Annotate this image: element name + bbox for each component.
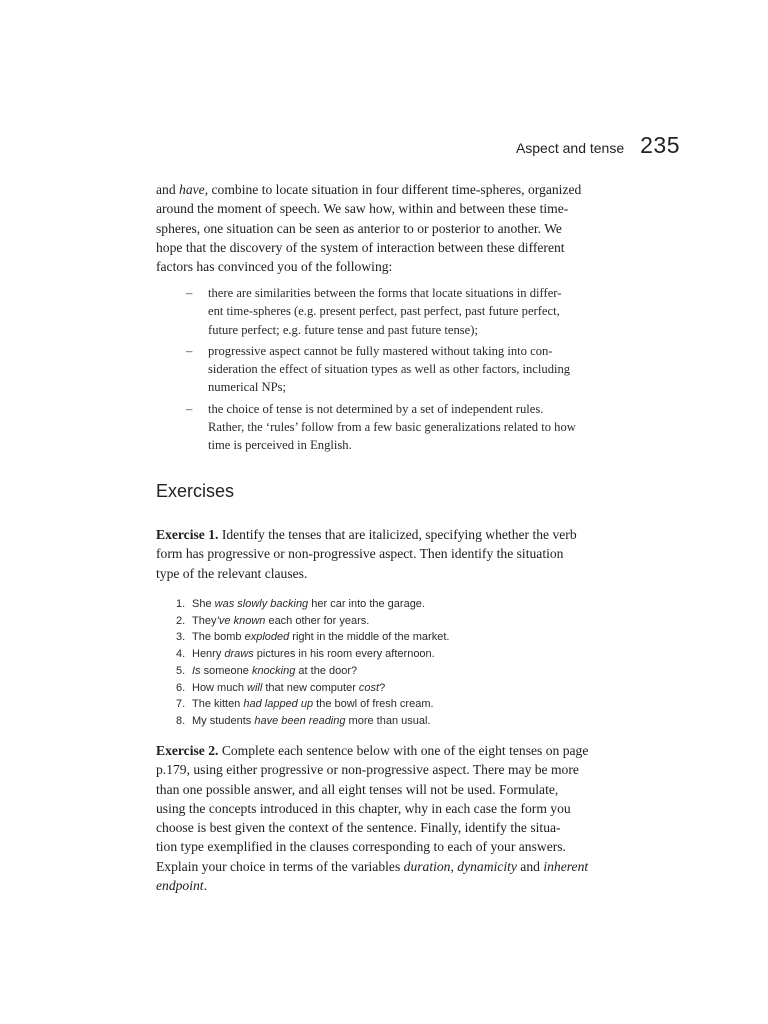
bullet-dash: –	[186, 286, 193, 300]
bullet-line: progressive aspect cannot be fully mastered without taking into con-	[208, 343, 553, 358]
sentence-text: She	[192, 598, 215, 610]
intro-line: spheres, one situation can be seen as anterior to or posterior to another. We	[156, 220, 562, 236]
exercise-line: using the concepts introduced in this chapter, why in each case the form you	[156, 800, 571, 816]
exercise-text: Explain your choice in terms of the variables	[156, 858, 404, 874]
sentence-text: ?	[379, 681, 386, 694]
list-item	[186, 342, 622, 397]
intro-text: and	[156, 182, 180, 197]
bullet-line: Rather, the ‘rules’ follow from a few basic generalizations related to how	[208, 420, 576, 435]
item-number: 6.	[176, 681, 186, 694]
exercise-line: than one possible answer, and all eight tenses will not be used. Formulate,	[156, 781, 559, 797]
italic-verb: will	[247, 681, 263, 694]
bullet-line: sideration the effect of situation types as well as other factors, including	[208, 362, 571, 377]
list-item	[186, 284, 622, 339]
item-number: 1.	[176, 598, 186, 610]
running-title: Aspect and tense	[515, 140, 625, 156]
sentence-text: more than usual.	[345, 714, 431, 727]
italic-verb: draws	[224, 648, 254, 661]
list-item	[176, 680, 616, 697]
list-item	[176, 613, 616, 630]
running-head	[516, 132, 680, 159]
exercise-line	[156, 876, 622, 895]
item-number: 5.	[176, 664, 186, 677]
italic-term: dynamicity	[457, 858, 517, 874]
exercise-text: .	[203, 878, 207, 894]
list-item	[176, 629, 616, 646]
bullet-dash: –	[186, 343, 193, 358]
summary-bullet-list	[186, 284, 622, 458]
exercise-line: p.179, using either progressive or non-progressive aspect. There may be more	[156, 762, 579, 778]
intro-line	[156, 180, 622, 199]
bullet-line: time is perceived in English.	[208, 438, 352, 453]
italic-verb: was slowly backing	[214, 598, 309, 610]
sentence-text: How much	[192, 681, 248, 694]
sentence-text: each other for years.	[265, 614, 370, 627]
exercise-text: ,	[450, 858, 458, 874]
sentence-text: They	[192, 614, 217, 627]
sentence-text: someone	[200, 664, 252, 677]
exercise-label: Exercise 1.	[156, 527, 219, 542]
exercise-line: form has progressive or non-progressive aspect. Then identify the situation	[156, 546, 564, 562]
exercise-line: tion type exemplified in the clauses corresponding to each of your answers.	[156, 839, 566, 855]
exercise-text: and	[516, 858, 544, 874]
list-item	[176, 596, 616, 613]
bullet-line: future perfect; e.g. future tense and past future tense);	[208, 322, 478, 337]
list-item	[176, 713, 616, 730]
sentence-text: that new computer	[262, 681, 359, 694]
item-number: 4.	[176, 648, 186, 661]
intro-paragraph	[156, 180, 622, 276]
exercise-2-instructions	[156, 741, 622, 895]
italic-verb: have been reading	[254, 714, 346, 727]
exercise-text: Identify the tenses that are italicized, specifying whether the verb	[218, 527, 577, 542]
exercise-1-sentence-list	[176, 596, 616, 730]
exercise-line	[156, 857, 622, 876]
bullet-dash: –	[186, 401, 193, 416]
bullet-line: the choice of tense is not determined by a set of independent rules.	[208, 401, 544, 416]
exercise-1-instructions	[156, 525, 622, 583]
page-number: 235	[640, 132, 680, 158]
item-number: 3.	[176, 631, 186, 644]
italic-verb: ’ve known	[216, 614, 266, 627]
bullet-line: there are similarities between the forms that locate situations in differ-	[208, 286, 562, 300]
list-item	[176, 696, 616, 713]
list-item	[176, 646, 616, 663]
italic-verb: had lapped up	[243, 698, 314, 711]
sentence-text: The kitten	[192, 698, 244, 711]
italic-term: inherent	[543, 858, 589, 874]
bullet-line: ent time-spheres (e.g. present perfect, past perfect, past future perfect,	[208, 304, 560, 319]
italic-verb: cost	[358, 681, 380, 694]
exercise-line: type of the relevant clauses.	[156, 565, 308, 581]
item-number: 7.	[176, 698, 186, 711]
list-item	[176, 663, 616, 680]
section-heading: Exercises	[156, 481, 235, 501]
italic-term: duration	[403, 858, 451, 874]
sentence-text: Henry	[192, 648, 225, 661]
sentence-text: at the door?	[295, 664, 358, 677]
intro-emphasis: have	[179, 182, 205, 197]
bullet-line: numerical NPs;	[208, 380, 286, 395]
list-item	[186, 400, 622, 455]
sentence-text: right in the middle of the market.	[289, 631, 450, 644]
sentence-text: the bowl of fresh cream.	[313, 698, 434, 711]
item-number: 8.	[176, 714, 186, 727]
sentence-text: The bomb	[192, 631, 245, 644]
exercise-label: Exercise 2.	[156, 743, 219, 758]
exercise-line	[156, 525, 622, 544]
intro-line: factors has convinced you of the following:	[156, 259, 393, 275]
sentence-text: My students	[192, 714, 255, 727]
sentence-text: pictures in his room every afternoon.	[253, 648, 435, 661]
intro-line: around the moment of speech. We saw how, within and between these time-	[156, 201, 569, 217]
italic-verb: knocking	[251, 664, 296, 677]
item-number: 2.	[176, 614, 186, 627]
intro-text: , combine to locate situation in four different time-spheres, organized	[204, 182, 582, 197]
exercise-line: choose is best given the context of the sentence. Finally, identify the situa-	[156, 820, 561, 836]
italic-verb: exploded	[244, 631, 290, 644]
italic-verb: Is	[192, 664, 201, 677]
italic-term: endpoint	[156, 878, 204, 894]
intro-line: hope that the discovery of the system of interaction between these different	[156, 239, 565, 255]
sentence-text: her car into the garage.	[308, 598, 425, 610]
exercise-text: Complete each sentence below with one of the eight tenses on page	[218, 743, 589, 758]
exercise-line	[156, 741, 622, 760]
